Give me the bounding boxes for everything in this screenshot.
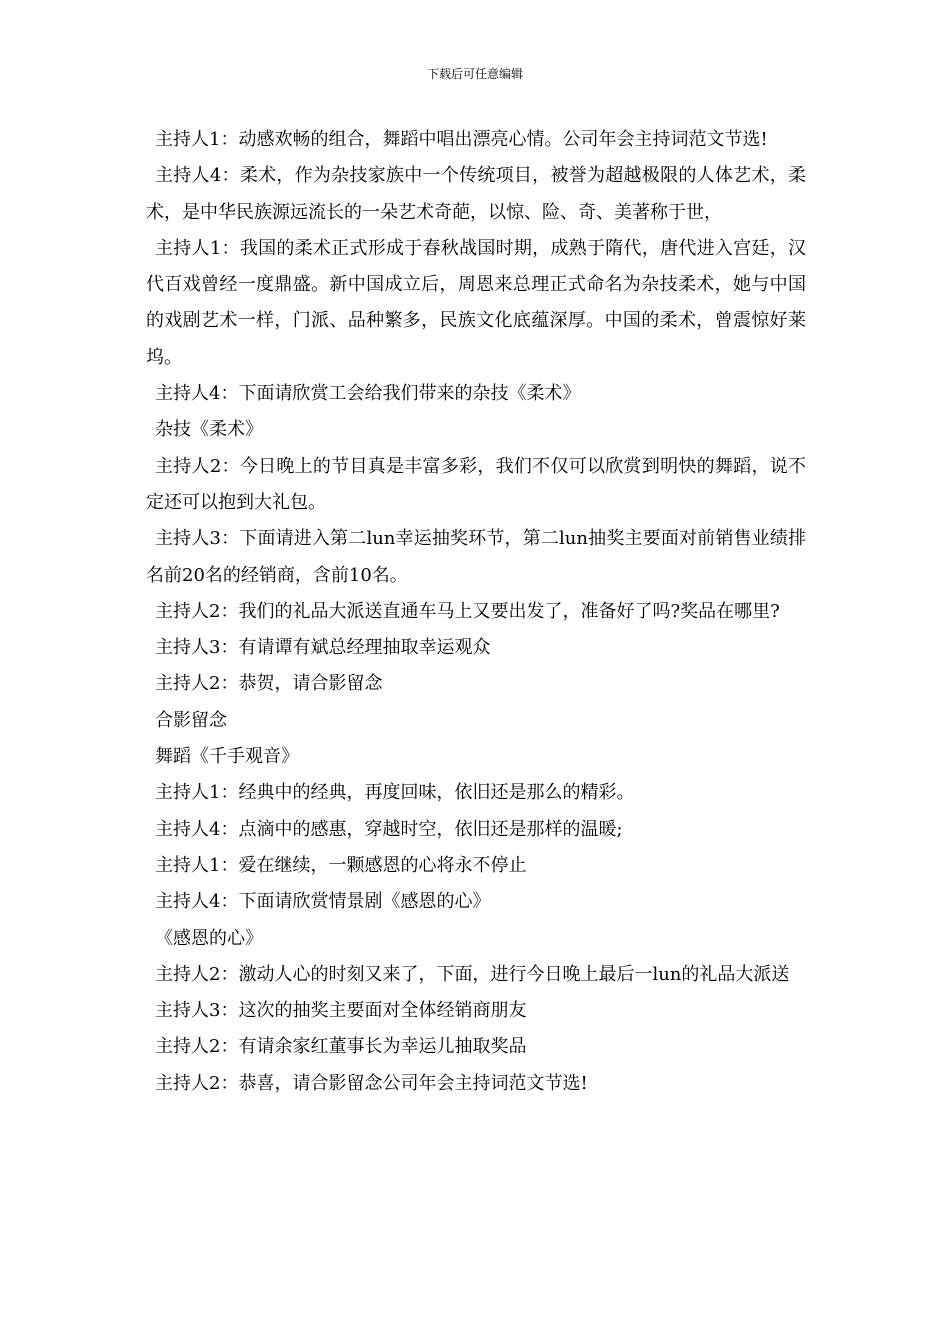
paragraph: 舞蹈《千手观音》 bbox=[155, 746, 299, 768]
paragraph: 主持人1：爱在继续，一颗感恩的心将永不停止 bbox=[155, 854, 527, 876]
paragraph: 杂技《柔术》 bbox=[155, 419, 263, 441]
paragraph: 主持人2：恭喜，请合影留念公司年会主持词范文节选! bbox=[155, 1072, 588, 1094]
paragraph: 主持人2：激动人心的时刻又来了，下面，进行今日晚上最后一lun的礼品大派送 bbox=[155, 963, 790, 985]
paragraph: 主持人4：点滴中的感惠，穿越时空，依旧还是那样的温暖; bbox=[155, 818, 623, 840]
paragraph: 主持人3：这次的抽奖主要面对全体经销商朋友 bbox=[155, 1000, 527, 1022]
paragraph: 《感恩的心》 bbox=[155, 927, 263, 949]
paragraph: 主持人4：下面请欣赏工会给我们带来的杂技《柔术》 bbox=[155, 383, 581, 405]
page-header: 下载后可任意编辑 bbox=[426, 67, 523, 81]
paragraph: 主持人1：我国的柔术正式形成于春秋战国时期，成熟于隋代，唐代进入宫廷，汉代百戏曾经一度鼎盛。新中国成立后，周恩来总理正式命名为杂技柔术，她与中国的戏剧艺术一样，门派、品种繁多，民族文化底蕴深厚。中国的柔术，曾震惊好莱坞。 bbox=[146, 237, 806, 368]
paragraph: 主持人2：今日晚上的节目真是丰富多彩，我们不仅可以欣赏到明快的舞蹈，说不定还可以抱到大礼包。 bbox=[146, 455, 806, 513]
paragraph: 主持人1：经典中的经典，再度回味，依旧还是那么的精彩。 bbox=[155, 782, 635, 804]
paragraph: 主持人2：有请余家红董事长为幸运儿抽取奖品 bbox=[155, 1036, 527, 1058]
paragraph: 主持人4：下面请欣赏情景剧《感恩的心》 bbox=[155, 891, 491, 913]
paragraph: 主持人2：我们的礼品大派送直通车马上又要出发了，准备好了吗?奖品在哪里? bbox=[155, 600, 780, 622]
document-body bbox=[146, 122, 806, 1102]
paragraph: 合影留念 bbox=[155, 709, 227, 731]
paragraph: 主持人3：下面请进入第二lun幸运抽奖环节，第二lun抽奖主要面对前销售业绩排名前20名的经销商，含前10名。 bbox=[146, 528, 806, 586]
paragraph: 主持人1：动感欢畅的组合，舞蹈中唱出漂亮心情。公司年会主持词范文节选! bbox=[155, 129, 768, 150]
paragraph: 主持人4：柔术，作为杂技家族中一个传统项目，被誉为超越极限的人体艺术，柔术，是中华民族源远流长的一朵艺术奇葩，以惊、险、奇、美著称于世， bbox=[146, 165, 806, 223]
paragraph: 主持人2：恭贺，请合影留念 bbox=[155, 673, 383, 695]
paragraph: 主持人3：有请谭有斌总经理抽取幸运观众 bbox=[155, 637, 491, 659]
